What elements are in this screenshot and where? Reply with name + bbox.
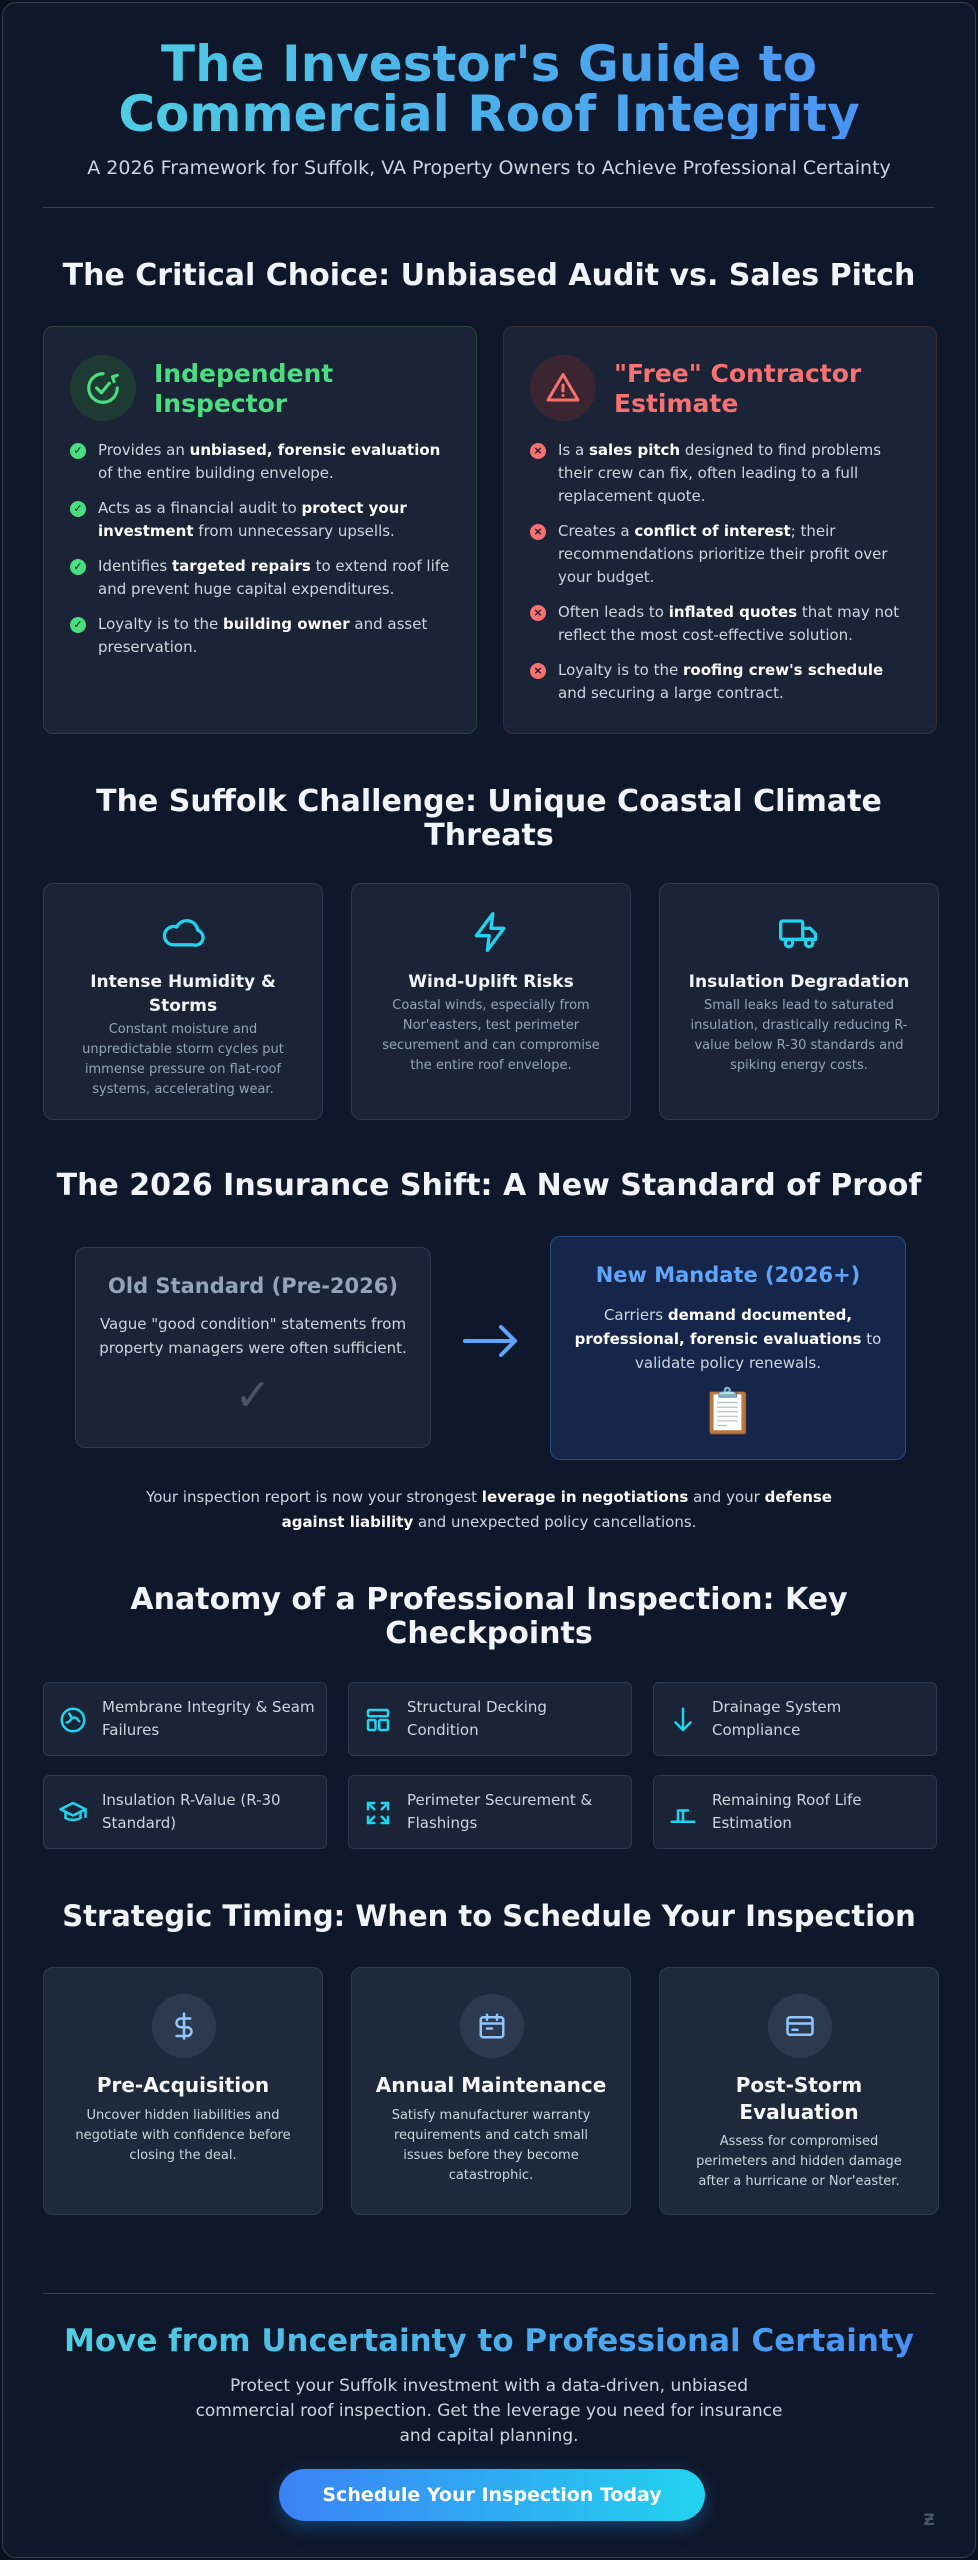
corner-logo-icon: Ƶ [923, 2510, 935, 2529]
x-circle-icon: × [530, 605, 546, 621]
checkpoint-insulation [43, 1775, 327, 1849]
check-icon: ✓ [70, 501, 86, 517]
checkpoint-label: Remaining Roof Life Estimation [712, 1791, 862, 1832]
independent-heading: Independent Inspector [154, 359, 334, 418]
divider [43, 2293, 935, 2294]
check-mark-icon: ✓ [234, 1370, 272, 1421]
climate-card-humidity [43, 883, 323, 1120]
x-circle-icon: × [530, 663, 546, 679]
timing-card-title: Post-Storm Evaluation [735, 2073, 863, 2124]
checkpoint-perimeter [348, 1775, 632, 1849]
timing-card-annual [351, 1967, 631, 2215]
check-icon: ✓ [70, 617, 86, 633]
old-standard-desc: Vague "good condition" statements from property managers were often sufficient. [99, 1315, 407, 1357]
list-item: ✓ Acts as a financial audit to protect your investment from unnecessary upsells. [70, 497, 454, 543]
timing-card-title: Pre-Acquisition [96, 2073, 270, 2097]
checkpoint-label: Insulation R-Value (R-30 Standard) [102, 1791, 281, 1832]
contractor-estimate-card [503, 326, 937, 734]
insurance-note: Your inspection report is now your strongest leverage in negotiations and your defense against liability and unexpected policy cancellations. [146, 1488, 832, 1531]
contractor-heading: "Free" Contractor Estimate [614, 359, 862, 418]
climate-card-desc: Small leaks lead to saturated insulation, drastically reducing R-value below R-30 standards and spiking energy costs. [690, 998, 908, 1073]
timing-card-post-storm [659, 1967, 939, 2215]
cta-title: Move from Uncertainty to Professional Certainty [43, 2323, 935, 2359]
truck-icon [660, 910, 938, 954]
new-mandate-title: New Mandate (2026+) [595, 1263, 861, 1287]
arrow-right-icon [461, 1321, 521, 1361]
climate-card-insulation [659, 883, 939, 1120]
contractor-list [530, 439, 914, 705]
checkpoint-roof-life [653, 1775, 937, 1849]
checkpoint-decking [348, 1682, 632, 1756]
new-mandate-desc: Carriers demand documented, professional, forensic evaluations to validate policy renewals. [574, 1306, 882, 1372]
warning-triangle-icon [530, 355, 596, 421]
checkpoint-label: Structural Decking Condition [407, 1698, 547, 1739]
checkpoints-title: Anatomy of a Professional Inspection: Key Checkpoints [130, 1582, 848, 1651]
checkpoint-drainage [653, 1682, 937, 1756]
comparison-title: The Critical Choice: Unbiased Audit vs. Sales Pitch [62, 258, 916, 293]
climate-card-title: Wind-Uplift Risks [408, 972, 574, 992]
checkpoint-label: Drainage System Compliance [712, 1698, 842, 1739]
climate-card-wind [351, 883, 631, 1120]
climate-card-desc: Constant moisture and unpredictable storm cycles put immense pressure on flat-roof systems, accelerating wear. [82, 1022, 284, 1097]
lightning-icon [352, 910, 630, 954]
timing-card-desc: Satisfy manufacturer warranty requirements and catch small issues before they become catastrophic. [391, 2108, 591, 2183]
calendar-icon [460, 1994, 524, 2058]
independent-inspector-card [43, 326, 477, 734]
x-circle-icon: × [530, 524, 546, 540]
shield-check-icon [70, 355, 136, 421]
check-icon: ✓ [70, 559, 86, 575]
old-standard-card [75, 1247, 431, 1448]
layers-icon [58, 1798, 88, 1828]
list-item: ✓ Identifies targeted repairs to extend roof life and prevent huge capital expenditures. [70, 555, 454, 601]
list-item: × Loyalty is to the roofing crew's schedule and securing a large contract. [530, 659, 914, 705]
climate-title: The Suffolk Challenge: Unique Coastal Climate Threats [96, 784, 882, 853]
page-subtitle: A 2026 Framework for Suffolk, VA Property Owners to Achieve Professional Certainty [87, 157, 891, 179]
checkpoint-label: Membrane Integrity & Seam Failures [102, 1698, 315, 1739]
arrow-down-icon [668, 1705, 698, 1735]
layout-icon [363, 1705, 393, 1735]
timing-card-desc: Assess for compromised perimeters and hidden damage after a hurricane or Nor'easter. [696, 2134, 902, 2189]
cloud-icon [44, 910, 322, 954]
page-title: The Investor's Guide to Commercial Roof Integrity [43, 39, 935, 139]
list-item: ✓ Provides an unbiased, forensic evaluation of the entire building envelope. [70, 439, 454, 485]
card-icon [768, 1994, 832, 2058]
climate-card-title: Intense Humidity & Storms [90, 972, 276, 1016]
checkpoint-label: Perimeter Securement & Flashings [407, 1791, 593, 1832]
independent-list [70, 439, 454, 659]
dollar-icon [152, 1994, 216, 2058]
membrane-icon [58, 1705, 88, 1735]
ruler-icon [668, 1798, 698, 1828]
page-frame [2, 2, 976, 2558]
list-item: × Creates a conflict of interest; their recommendations prioritize their profit over your budget. [530, 520, 914, 589]
expand-icon [363, 1798, 393, 1828]
timing-card-desc: Uncover hidden liabilities and negotiate with confidence before closing the deal. [75, 2108, 291, 2163]
list-item: × Often leads to inflated quotes that may not reflect the most cost-effective solution. [530, 601, 914, 647]
divider [43, 207, 935, 208]
checkpoint-membrane [43, 1682, 327, 1756]
list-item: ✓ Loyalty is to the building owner and asset preservation. [70, 613, 454, 659]
climate-card-desc: Coastal winds, especially from Nor'easters, test perimeter securement and can compromise the entire roof envelope. [382, 998, 600, 1073]
insurance-title: The 2026 Insurance Shift: A New Standard of Proof [56, 1168, 922, 1203]
climate-card-title: Insulation Degradation [688, 972, 910, 992]
timing-title: Strategic Timing: When to Schedule Your Inspection [62, 1899, 916, 1933]
check-icon: ✓ [70, 443, 86, 459]
cta-description: Protect your Suffolk investment with a data-driven, unbiased commercial roof inspection. Get the leverage you need for insurance and capital planning. [195, 2376, 783, 2446]
schedule-inspection-button[interactable]: Schedule Your Inspection Today [279, 2469, 705, 2521]
timing-card-pre-acquisition [43, 1967, 323, 2215]
list-item: × Is a sales pitch designed to find problems their crew can fix, often leading to a full replacement quote. [530, 439, 914, 508]
old-standard-title: Old Standard (Pre-2026) [108, 1274, 398, 1298]
x-circle-icon: × [530, 443, 546, 459]
new-mandate-card [550, 1236, 906, 1460]
timing-card-title: Annual Maintenance [375, 2073, 607, 2097]
clipboard-icon: 📋 [700, 1386, 756, 1437]
